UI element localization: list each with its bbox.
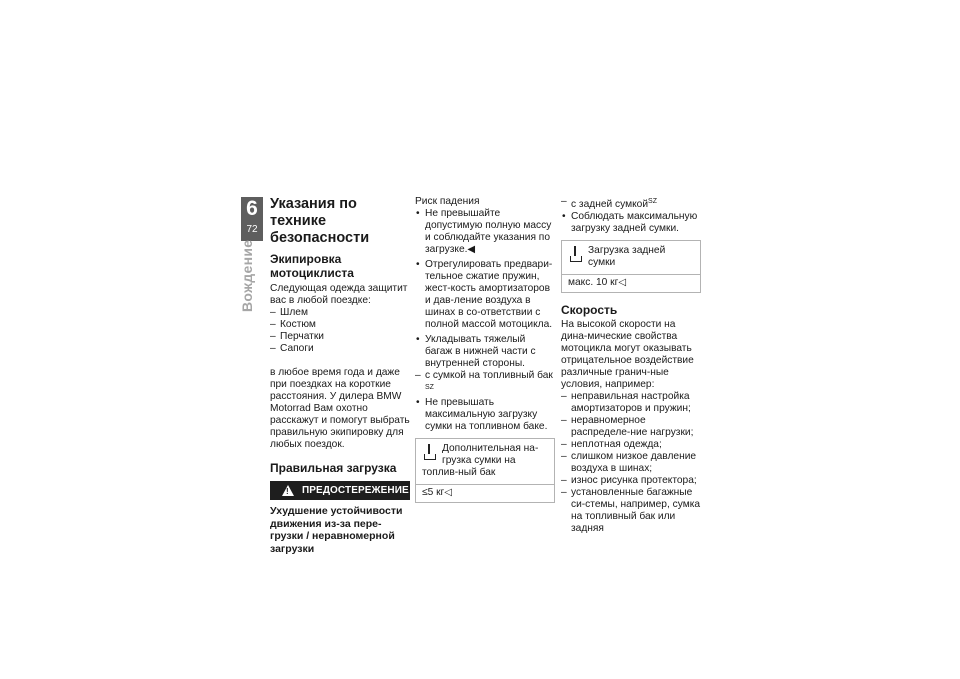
list-item: • Не превышать максимальную загрузку сумки на топливном баке. [415, 397, 555, 433]
list-item: – с задней сумкой$^{SZ}$ [561, 196, 701, 211]
warning-banner [270, 481, 410, 500]
speed-intro: На высокой скорости на дина-мические свойства мотоцикла могут оказывать отрицательное воздействие различные гранич-ные условия, например: [561, 319, 694, 390]
box-value: макс. 10 кг◁ [562, 274, 700, 292]
column-2 [415, 196, 555, 503]
box-label: Загрузка задней сумки [588, 245, 666, 268]
loading-heading: Правильная загрузка [270, 461, 397, 475]
warning-label: ПРЕДОСТЕРЕЖЕНИЕ [302, 484, 409, 496]
list-item: – установленные багажные си-стемы, например, сумка на топливный бак или задняя [561, 487, 701, 535]
equipment-list [270, 307, 410, 355]
list-item: – слишком низкое давление воздуха в шинах; [561, 451, 701, 475]
list-item: – неправильная настройка амортизаторов и пружин; [561, 391, 701, 415]
list-item: • Соблюдать максимальную загрузку задней сумки. [561, 211, 701, 235]
rear-bag-load-box [561, 240, 701, 293]
speed-factors-list [561, 391, 701, 535]
chapter-number: 6 [246, 197, 258, 220]
column-1 [270, 196, 410, 555]
dash-list [561, 196, 701, 211]
section-side-title: Вождение [239, 239, 255, 312]
warning-triangle-icon: ! [282, 485, 294, 496]
weight-icon [424, 444, 436, 460]
weight-icon [570, 246, 582, 262]
equipment-note: в любое время года и даже при поездках на короткие расстояния. У дилера BMW Motorrad Вам охотно расскажут и помогут выбрать правильную экипировку для любых поездок. [270, 367, 410, 450]
list-item: – Костюм [270, 319, 410, 331]
page-title: Указания по технике безопасности [270, 196, 370, 246]
list-item: – Сапоги [270, 343, 410, 355]
bullet-list [561, 211, 701, 235]
box-value: ≤5 кг◁ [416, 484, 554, 502]
list-item: – Шлем [270, 307, 410, 319]
list-item: – с сумкой на топливный бак $^{SZ}$ [415, 370, 555, 397]
risk-intro: Риск падения [415, 196, 480, 207]
dash-list [415, 370, 555, 397]
bullet-list [415, 208, 555, 370]
equipment-intro: Следующая одежда защитит вас в любой поездке: [270, 283, 408, 306]
tank-bag-load-box [415, 438, 555, 503]
list-item: – неравномерное распределе-ние нагрузки; [561, 415, 701, 439]
bullet-list [415, 397, 555, 433]
list-item: • Укладывать тяжелый багаж в нижней части с внутренней стороны. [415, 334, 555, 370]
warning-text: Ухудшение устойчивости движения из-за пере-грузки / неравномерной загрузки [270, 505, 403, 555]
sz-superscript: SZ [648, 198, 657, 205]
list-item: • Не превышайте допустимую полную массу и соблюдайте указания по загрузке.◀ [415, 208, 555, 256]
page-number: 72 [246, 224, 258, 235]
box-label: Дополнительная на-грузка сумки на топлив-ный бак [422, 443, 539, 478]
speed-heading: Скорость [561, 303, 618, 317]
list-item: – Перчатки [270, 331, 410, 343]
list-item: – неплотная одежда; [561, 439, 701, 451]
list-item: • Отрегулировать предвари-тельное сжатие пружин, жест-кость амортизаторов и дав-ление воздуха в шинах в со-ответствии с полной массой мотоцикла. [415, 259, 555, 331]
equipment-heading: Экипировка мотоциклиста [270, 252, 354, 280]
sz-superscript: SZ [425, 384, 434, 391]
list-item: – износ рисунка протектора; [561, 475, 701, 487]
column-3 [561, 196, 701, 535]
